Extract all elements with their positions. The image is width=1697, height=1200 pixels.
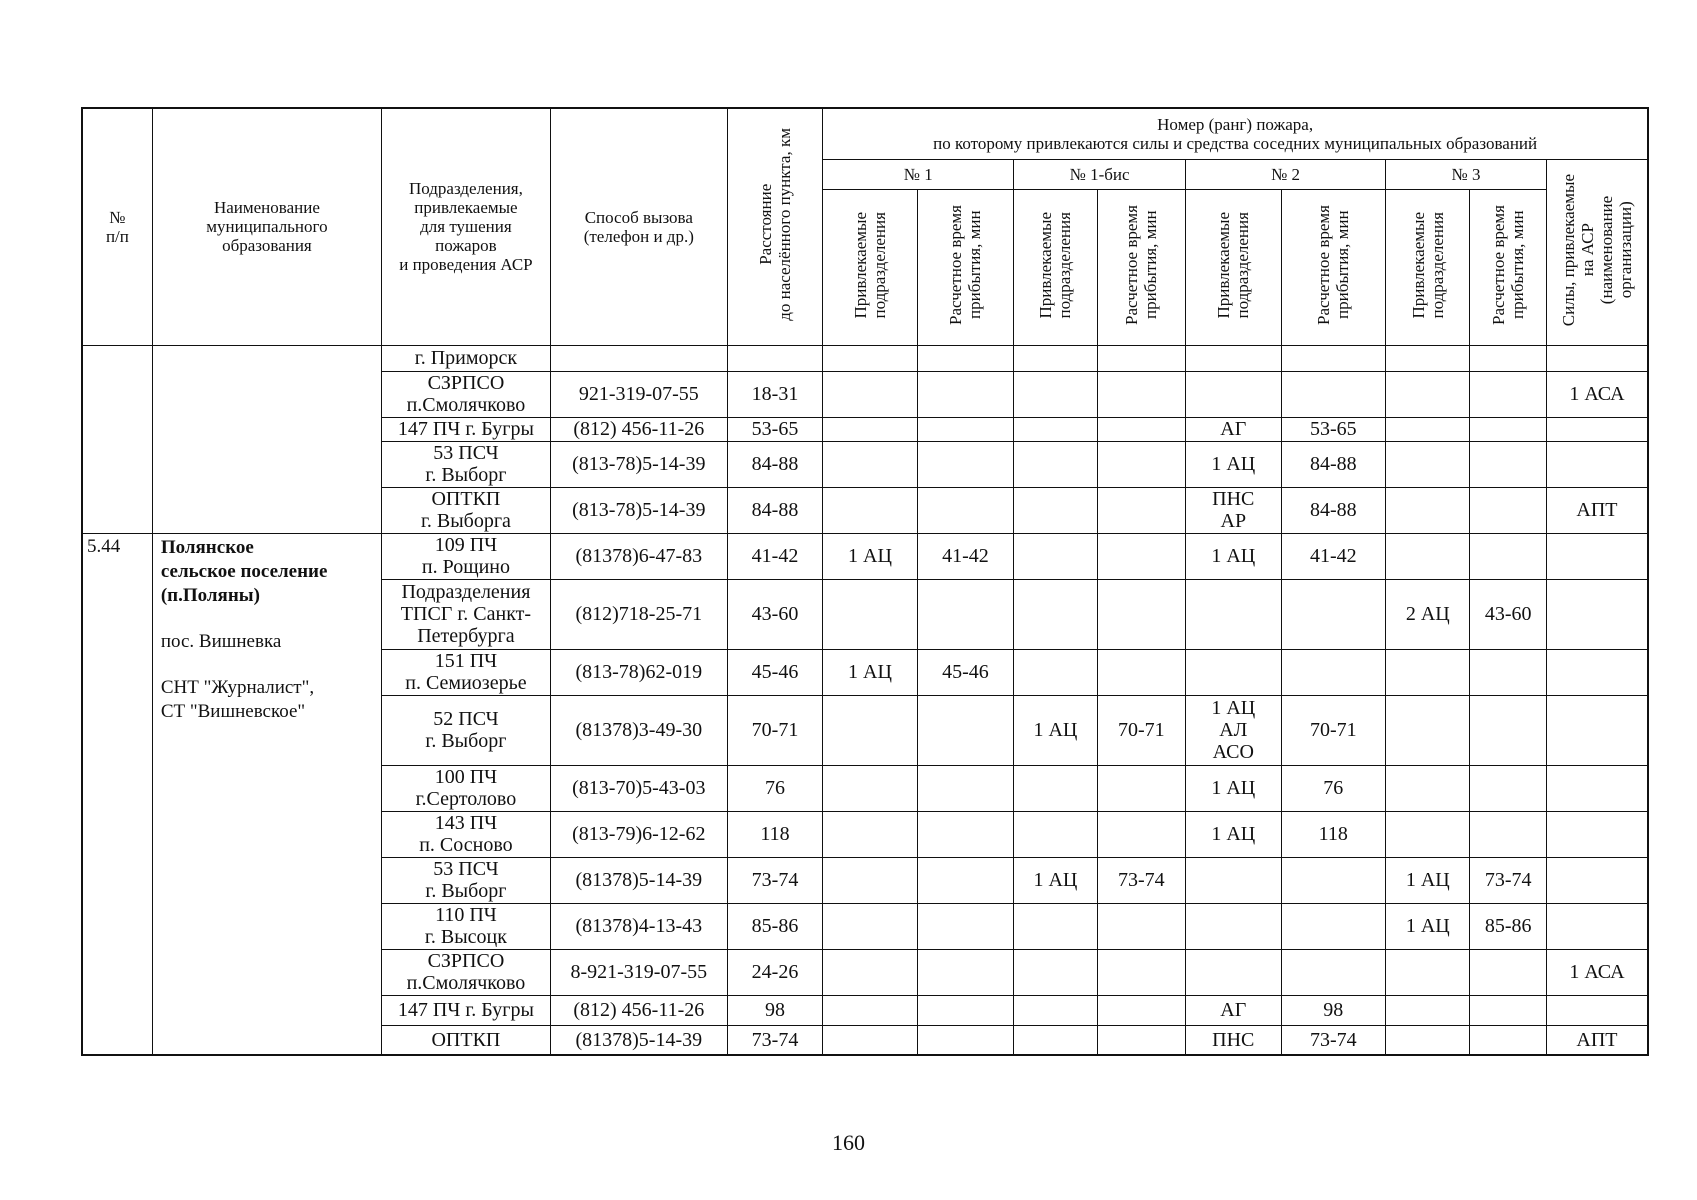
- cell-distance: 18-31: [727, 371, 822, 417]
- cell-rank2-units: 1 АЦ: [1186, 811, 1281, 857]
- cell-rank3-eta: [1470, 811, 1546, 857]
- cell-unit: 110 ПЧ г. Высоцк: [382, 903, 551, 949]
- cell-asr-forces: АПТ: [1546, 1025, 1648, 1055]
- cell-rank2-units: [1186, 345, 1281, 371]
- cell-phone: (81378)3-49-30: [550, 695, 727, 765]
- cell-rank3-eta: 43-60: [1470, 579, 1546, 649]
- cell-rank3-units: [1386, 345, 1470, 371]
- cell-rank1bis-eta: [1097, 579, 1185, 649]
- cell-rank3-eta: [1470, 995, 1546, 1025]
- cell-unit: 100 ПЧ г.Сертолово: [382, 765, 551, 811]
- cell-rank1-units: [823, 371, 917, 417]
- header-rank2-eta: Расчетное время прибытия, мин: [1281, 189, 1386, 345]
- cell-rank1-eta: [917, 949, 1013, 995]
- settlement-snt-zhurnalist: СНТ "Журналист",: [160, 676, 315, 698]
- cell-rank3-units: 1 АЦ: [1386, 903, 1470, 949]
- cell-rank3-units: 2 АЦ: [1386, 579, 1470, 649]
- municipality-name-line2: сельское поселение: [160, 560, 328, 582]
- cell-rank1bis-units: [1014, 995, 1097, 1025]
- cell-unit: 52 ПСЧ г. Выборг: [382, 695, 551, 765]
- cell-rank3-units: [1386, 695, 1470, 765]
- cell-unit: 143 ПЧ п. Сосново: [382, 811, 551, 857]
- cell-rank3-eta: 73-74: [1470, 857, 1546, 903]
- cell-rank3-units: [1386, 487, 1470, 533]
- cell-rank1-eta: [917, 487, 1013, 533]
- cell-rank3-eta: [1470, 649, 1546, 695]
- cell-rank1-units: [823, 765, 917, 811]
- cell-rank1-eta: [917, 995, 1013, 1025]
- cell-phone: (813-78)62-019: [550, 649, 727, 695]
- cell-rank1-eta: [917, 695, 1013, 765]
- cell-rank2-eta: 73-74: [1281, 1025, 1386, 1055]
- cell-rank1-units: [823, 949, 917, 995]
- cell-rank3-eta: [1470, 371, 1546, 417]
- cell-rank1-units: 1 АЦ: [823, 649, 917, 695]
- cell-rank1-units: [823, 345, 917, 371]
- cell-phone: (812) 456-11-26: [550, 417, 727, 441]
- cell-rank1bis-eta: [1097, 371, 1185, 417]
- cell-rank1bis-units: [1014, 533, 1097, 579]
- cell-rank1bis-units: [1014, 345, 1097, 371]
- cell-rank1bis-units: [1014, 441, 1097, 487]
- cell-phone: (813-70)5-43-03: [550, 765, 727, 811]
- cell-rank1bis-eta: [1097, 1025, 1185, 1055]
- cell-rank1-eta: 45-46: [917, 649, 1013, 695]
- cell-asr-forces: [1546, 765, 1648, 811]
- cell-rank2-units: АГ: [1186, 995, 1281, 1025]
- header-rank3-eta: Расчетное время прибытия, мин: [1470, 189, 1546, 345]
- header-rank-group: Номер (ранг) пожара, по которому привлекаются силы и средства соседних муниципальных образований: [823, 108, 1648, 159]
- cell-rank3-units: [1386, 949, 1470, 995]
- cell-distance: 84-88: [727, 441, 822, 487]
- cell-rank3-units: [1386, 649, 1470, 695]
- cell-rank3-eta: [1470, 345, 1546, 371]
- header-rank-1: № 1: [823, 159, 1014, 189]
- cell-rank3-eta: [1470, 949, 1546, 995]
- cell-unit: 147 ПЧ г. Бугры: [382, 417, 551, 441]
- cell-rank1bis-eta: [1097, 949, 1185, 995]
- cell-rank1bis-eta: [1097, 649, 1185, 695]
- header-rank1-attracted: Привлекаемые подразделения: [823, 189, 917, 345]
- header-rank-3: № 3: [1386, 159, 1547, 189]
- cell-rank3-eta: [1470, 417, 1546, 441]
- cell-rank3-eta: [1470, 487, 1546, 533]
- cell-rank1bis-eta: [1097, 345, 1185, 371]
- cell-rank2-units: 1 АЦ: [1186, 441, 1281, 487]
- cell-unit: ОПТКП: [382, 1025, 551, 1055]
- cell-rank1-eta: [917, 903, 1013, 949]
- cell-phone: (81378)5-14-39: [550, 1025, 727, 1055]
- cell-rank1-eta: [917, 441, 1013, 487]
- cell-phone: (81378)4-13-43: [550, 903, 727, 949]
- cell-rank1bis-eta: [1097, 995, 1185, 1025]
- cell-rank2-units: 1 АЦ АЛ АСО: [1186, 695, 1281, 765]
- fire-forces-table: [81, 107, 1649, 1056]
- cell-distance: 70-71: [727, 695, 822, 765]
- group1-municipality-cell: [152, 345, 381, 533]
- header-num: № п/п: [82, 108, 152, 345]
- cell-rank1-units: [823, 417, 917, 441]
- cell-rank1bis-units: [1014, 371, 1097, 417]
- cell-distance: 41-42: [727, 533, 822, 579]
- cell-rank3-units: [1386, 441, 1470, 487]
- cell-rank2-eta: [1281, 949, 1386, 995]
- cell-phone: (81378)6-47-83: [550, 533, 727, 579]
- page-number: 160: [832, 1130, 865, 1155]
- cell-rank2-eta: [1281, 579, 1386, 649]
- cell-rank1bis-eta: [1097, 903, 1185, 949]
- cell-rank1-units: [823, 579, 917, 649]
- cell-rank3-units: [1386, 995, 1470, 1025]
- cell-rank2-eta: [1281, 903, 1386, 949]
- cell-rank1bis-units: [1014, 949, 1097, 995]
- cell-phone: (813-78)5-14-39: [550, 441, 727, 487]
- cell-rank1-units: 1 АЦ: [823, 533, 917, 579]
- cell-rank3-eta: [1470, 1025, 1546, 1055]
- cell-rank3-units: [1386, 371, 1470, 417]
- cell-rank1-eta: 41-42: [917, 533, 1013, 579]
- cell-phone: (813-78)5-14-39: [550, 487, 727, 533]
- cell-rank1-units: [823, 995, 917, 1025]
- cell-rank1-eta: [917, 345, 1013, 371]
- cell-asr-forces: [1546, 857, 1648, 903]
- cell-unit: 109 ПЧ п. Рощино: [382, 533, 551, 579]
- cell-rank1bis-units: 1 АЦ: [1014, 857, 1097, 903]
- cell-rank1-units: [823, 487, 917, 533]
- cell-rank2-eta: 41-42: [1281, 533, 1386, 579]
- cell-rank1-eta: [917, 811, 1013, 857]
- cell-asr-forces: [1546, 579, 1648, 649]
- cell-asr-forces: [1546, 695, 1648, 765]
- cell-rank3-eta: [1470, 765, 1546, 811]
- cell-rank2-eta: 53-65: [1281, 417, 1386, 441]
- cell-rank1-eta: [917, 765, 1013, 811]
- cell-phone: (81378)5-14-39: [550, 857, 727, 903]
- cell-asr-forces: [1546, 811, 1648, 857]
- cell-distance: 98: [727, 995, 822, 1025]
- cell-rank1bis-units: [1014, 1025, 1097, 1055]
- header-rank3-attracted: Привлекаемые подразделения: [1386, 189, 1470, 345]
- cell-phone: (812) 456-11-26: [550, 995, 727, 1025]
- cell-unit: ОПТКП г. Выборга: [382, 487, 551, 533]
- cell-rank2-units: [1186, 903, 1281, 949]
- cell-rank2-eta: 118: [1281, 811, 1386, 857]
- header-units: Подразделения, привлекаемые для тушения пожаров и проведения АСР: [382, 108, 551, 345]
- cell-phone: 8-921-319-07-55: [550, 949, 727, 995]
- cell-phone: (812)718-25-71: [550, 579, 727, 649]
- cell-rank3-units: [1386, 417, 1470, 441]
- cell-distance: 43-60: [727, 579, 822, 649]
- cell-rank1-eta: [917, 579, 1013, 649]
- cell-rank2-units: 1 АЦ: [1186, 765, 1281, 811]
- cell-rank1-eta: [917, 857, 1013, 903]
- cell-rank3-units: [1386, 1025, 1470, 1055]
- cell-rank2-units: [1186, 949, 1281, 995]
- cell-asr-forces: [1546, 345, 1648, 371]
- cell-rank2-units: ПНС АР: [1186, 487, 1281, 533]
- cell-distance: 73-74: [727, 857, 822, 903]
- cell-asr-forces: [1546, 903, 1648, 949]
- cell-rank2-units: [1186, 649, 1281, 695]
- header-rank1bis-attracted: Привлекаемые подразделения: [1014, 189, 1097, 345]
- cell-unit: СЗРПСО п.Смолячково: [382, 949, 551, 995]
- cell-distance: 84-88: [727, 487, 822, 533]
- cell-asr-forces: [1546, 417, 1648, 441]
- cell-distance: 45-46: [727, 649, 822, 695]
- header-municipality: Наименование муниципального образования: [152, 108, 381, 345]
- header-call-method: Способ вызова (телефон и др.): [550, 108, 727, 345]
- cell-rank1bis-units: [1014, 811, 1097, 857]
- header-rank1-eta: Расчетное время прибытия, мин: [917, 189, 1013, 345]
- cell-rank2-units: [1186, 371, 1281, 417]
- cell-phone: 921-319-07-55: [550, 371, 727, 417]
- cell-rank3-eta: [1470, 533, 1546, 579]
- cell-unit: 53 ПСЧ г. Выборг: [382, 441, 551, 487]
- cell-asr-forces: [1546, 995, 1648, 1025]
- cell-rank1bis-eta: [1097, 765, 1185, 811]
- cell-rank2-eta: 98: [1281, 995, 1386, 1025]
- cell-rank1bis-eta: [1097, 441, 1185, 487]
- cell-unit: 147 ПЧ г. Бугры: [382, 995, 551, 1025]
- header-rank2-attracted: Привлекаемые подразделения: [1186, 189, 1281, 345]
- cell-phone: (813-79)6-12-62: [550, 811, 727, 857]
- cell-rank1-units: [823, 441, 917, 487]
- cell-rank1bis-eta: [1097, 533, 1185, 579]
- cell-asr-forces: [1546, 441, 1648, 487]
- header-asr-forces: Силы, привлекаемые на АСР (наименование организации): [1546, 159, 1648, 345]
- cell-rank2-eta: 84-88: [1281, 441, 1386, 487]
- cell-rank1-units: [823, 857, 917, 903]
- cell-rank2-units: [1186, 857, 1281, 903]
- cell-rank1bis-eta: 70-71: [1097, 695, 1185, 765]
- cell-distance: 53-65: [727, 417, 822, 441]
- cell-rank1bis-units: [1014, 487, 1097, 533]
- cell-distance: [727, 345, 822, 371]
- cell-rank3-units: [1386, 765, 1470, 811]
- settlement-vishnevka: пос. Вишневка: [160, 630, 282, 652]
- municipality-name-line1: Полянское: [160, 536, 254, 558]
- cell-rank1-units: [823, 1025, 917, 1055]
- cell-rank2-units: 1 АЦ: [1186, 533, 1281, 579]
- header-distance: Расстояние до населённого пункта, км: [727, 108, 822, 345]
- cell-rank3-eta: [1470, 441, 1546, 487]
- municipality-number: 5.44: [82, 533, 152, 1055]
- page-table-container: [81, 107, 1649, 1056]
- cell-rank2-eta: [1281, 649, 1386, 695]
- cell-asr-forces: [1546, 533, 1648, 579]
- cell-rank3-units: 1 АЦ: [1386, 857, 1470, 903]
- cell-rank1-eta: [917, 1025, 1013, 1055]
- cell-phone: [550, 345, 727, 371]
- cell-rank1-units: [823, 903, 917, 949]
- cell-rank1bis-eta: [1097, 811, 1185, 857]
- cell-rank1bis-eta: 73-74: [1097, 857, 1185, 903]
- cell-asr-forces: АПТ: [1546, 487, 1648, 533]
- cell-distance: 73-74: [727, 1025, 822, 1055]
- header-rank-2: № 2: [1186, 159, 1386, 189]
- cell-rank2-eta: [1281, 371, 1386, 417]
- cell-asr-forces: [1546, 649, 1648, 695]
- cell-rank1bis-eta: [1097, 417, 1185, 441]
- cell-distance: 24-26: [727, 949, 822, 995]
- cell-rank1-eta: [917, 417, 1013, 441]
- cell-rank2-units: АГ: [1186, 417, 1281, 441]
- cell-rank1bis-eta: [1097, 487, 1185, 533]
- cell-rank3-units: [1386, 533, 1470, 579]
- cell-rank2-units: ПНС: [1186, 1025, 1281, 1055]
- cell-asr-forces: 1 АСА: [1546, 371, 1648, 417]
- cell-unit: СЗРПСО п.Смолячково: [382, 371, 551, 417]
- cell-rank1bis-units: 1 АЦ: [1014, 695, 1097, 765]
- cell-rank2-eta: 76: [1281, 765, 1386, 811]
- cell-unit: 151 ПЧ п. Семиозерье: [382, 649, 551, 695]
- cell-unit: Подразделения ТПСГ г. Санкт- Петербурга: [382, 579, 551, 649]
- cell-rank1-units: [823, 811, 917, 857]
- cell-rank2-units: [1186, 579, 1281, 649]
- cell-rank1bis-units: [1014, 903, 1097, 949]
- cell-distance: 118: [727, 811, 822, 857]
- cell-unit: 53 ПСЧ г. Выборг: [382, 857, 551, 903]
- table-row: [82, 533, 1648, 579]
- cell-rank2-eta: 70-71: [1281, 695, 1386, 765]
- cell-rank1bis-units: [1014, 579, 1097, 649]
- cell-distance: 76: [727, 765, 822, 811]
- municipality-name-line3: (п.Поляны): [160, 584, 260, 606]
- header-rank1bis-eta: Расчетное время прибытия, мин: [1097, 189, 1185, 345]
- municipality-name-cell: [152, 533, 381, 1055]
- cell-rank3-units: [1386, 811, 1470, 857]
- table-body: [82, 345, 1648, 1055]
- cell-asr-forces: 1 АСА: [1546, 949, 1648, 995]
- cell-rank3-eta: [1470, 695, 1546, 765]
- cell-rank2-eta: [1281, 857, 1386, 903]
- cell-rank1-eta: [917, 371, 1013, 417]
- cell-unit: г. Приморск: [382, 345, 551, 371]
- cell-rank1bis-units: [1014, 417, 1097, 441]
- cell-rank2-eta: 84-88: [1281, 487, 1386, 533]
- group1-num-cell: [82, 345, 152, 533]
- cell-rank1bis-units: [1014, 765, 1097, 811]
- header-row-1: [82, 108, 1648, 159]
- header-rank-1bis: № 1-бис: [1014, 159, 1186, 189]
- settlement-st-vishnevskoe: СТ "Вишневское": [160, 700, 306, 722]
- cell-rank1bis-units: [1014, 649, 1097, 695]
- cell-rank1-units: [823, 695, 917, 765]
- cell-rank2-eta: [1281, 345, 1386, 371]
- cell-distance: 85-86: [727, 903, 822, 949]
- table-row: [82, 345, 1648, 371]
- cell-rank3-eta: 85-86: [1470, 903, 1546, 949]
